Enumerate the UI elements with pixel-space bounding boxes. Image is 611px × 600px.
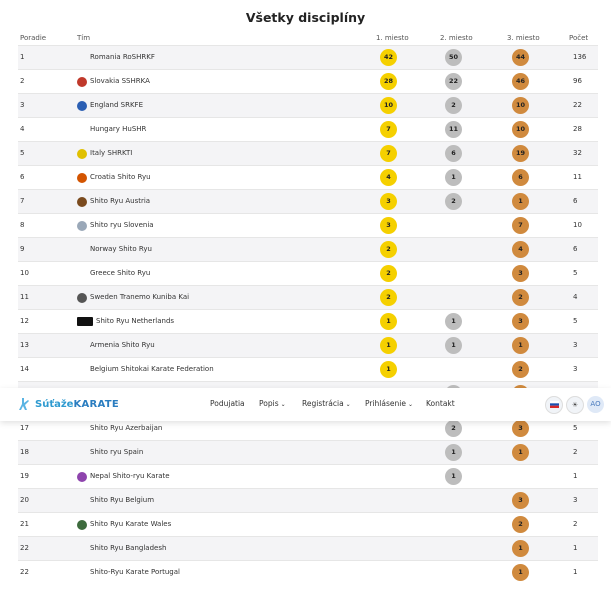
team-cell <box>77 310 174 333</box>
table-row <box>18 261 598 285</box>
rank-cell: 22 <box>20 568 29 576</box>
team-cell <box>77 214 154 237</box>
team-cell <box>77 190 150 213</box>
silver-medal-count: 2 <box>445 97 462 114</box>
team-name: Shito Ryu Netherlands <box>96 317 175 325</box>
gold-medal-count: 3 <box>380 193 397 210</box>
silver-medal-count: 2 <box>445 193 462 210</box>
silver-medal-count: 1 <box>445 337 462 354</box>
rank-cell: 18 <box>20 448 29 456</box>
header-first: 1. miesto <box>376 34 409 42</box>
gold-medal-count: 28 <box>380 73 397 90</box>
rank-cell: 10 <box>20 269 29 277</box>
bronze-medal-count: 10 <box>512 121 529 138</box>
table-row <box>18 464 598 488</box>
team-name: Shito Ryu Austria <box>90 197 151 205</box>
team-cell <box>77 262 150 285</box>
table-row <box>18 237 598 261</box>
total-cell: 22 <box>573 101 582 109</box>
team-flag-icon <box>77 448 87 458</box>
gold-medal-count: 1 <box>380 337 397 354</box>
rank-cell: 4 <box>20 125 25 133</box>
rank-cell: 13 <box>20 341 29 349</box>
bronze-medal-count: 3 <box>512 265 529 282</box>
header-team: Tím <box>77 34 91 42</box>
total-cell: 32 <box>573 149 582 157</box>
silver-medal-count: 1 <box>445 169 462 186</box>
team-cell <box>77 561 180 584</box>
gold-medal-count: 1 <box>380 313 397 330</box>
rank-cell: 11 <box>20 293 29 301</box>
rank-cell: 1 <box>20 53 25 61</box>
total-cell: 136 <box>573 53 587 61</box>
team-name: Sweden Tranemo Kuniba Kai <box>90 293 190 301</box>
team-cell <box>77 46 155 69</box>
chevron-down-icon: ⌄ <box>280 401 286 408</box>
team-cell <box>77 94 143 117</box>
table-body-top <box>18 45 598 405</box>
team-name: Shito Ryu Azerbaijan <box>90 424 163 432</box>
bronze-medal-count: 46 <box>512 73 529 90</box>
team-cell <box>77 286 189 309</box>
rank-cell: 2 <box>20 77 25 85</box>
table-row <box>18 93 598 117</box>
team-name: Shito Ryu Belgium <box>90 496 155 504</box>
team-cell <box>77 142 132 165</box>
silver-medal-count: 22 <box>445 73 462 90</box>
nav-item-popis[interactable] <box>259 399 286 408</box>
team-flag-icon <box>77 424 87 434</box>
bronze-medal-count: 2 <box>512 516 529 533</box>
team-flag-icon <box>77 520 87 530</box>
table-header <box>18 30 598 44</box>
nav-item-registracia[interactable] <box>302 399 351 408</box>
table-row <box>18 69 598 93</box>
total-cell: 4 <box>573 293 578 301</box>
table-row <box>18 117 598 141</box>
bronze-medal-count: 3 <box>512 313 529 330</box>
team-cell <box>77 489 154 512</box>
logo-text-part1: Súťaže <box>35 398 74 410</box>
team-flag-icon <box>77 544 87 554</box>
gold-medal-count: 2 <box>380 265 397 282</box>
total-cell: 5 <box>573 424 578 432</box>
gold-medal-count: 10 <box>380 97 397 114</box>
logo-text-part2: KARATE <box>73 398 120 410</box>
karate-figure-icon <box>18 397 32 411</box>
total-cell: 5 <box>573 317 578 325</box>
team-name: Slovakia SSHRKA <box>90 77 150 85</box>
team-name: Shito ryu Spain <box>90 448 144 456</box>
silver-medal-count: 50 <box>445 49 462 66</box>
team-cell <box>77 441 143 464</box>
team-flag-icon <box>77 365 87 375</box>
chevron-down-icon: ⌄ <box>407 401 413 408</box>
total-cell: 6 <box>573 245 578 253</box>
bronze-medal-count: 3 <box>512 492 529 509</box>
team-flag-icon <box>77 317 93 326</box>
silver-medal-count: 6 <box>445 145 462 162</box>
gold-medal-count: 1 <box>380 361 397 378</box>
table-row <box>18 285 598 309</box>
total-cell: 1 <box>573 568 578 576</box>
table-row <box>18 45 598 69</box>
nav-label: Registrácia <box>302 399 344 408</box>
team-cell <box>77 166 151 189</box>
rank-cell: 6 <box>20 173 25 181</box>
gold-medal-count: 7 <box>380 121 397 138</box>
total-cell: 5 <box>573 269 578 277</box>
nav-item-podujatia[interactable] <box>210 399 245 408</box>
total-cell: 96 <box>573 77 582 85</box>
table-body-bottom <box>18 416 598 584</box>
team-name: Croatia Shito Ryu <box>90 173 151 181</box>
total-cell: 3 <box>573 341 578 349</box>
team-name: Norway Shito Ryu <box>90 245 152 253</box>
team-flag-icon <box>77 125 87 135</box>
nav-item-prihlasenie[interactable] <box>365 399 413 408</box>
table-row <box>18 189 598 213</box>
gold-medal-count: 42 <box>380 49 397 66</box>
silver-medal-count: 1 <box>445 444 462 461</box>
total-cell: 1 <box>573 544 578 552</box>
team-name: Italy SHRKTI <box>90 149 133 157</box>
team-name: Shito ryu Slovenia <box>90 221 154 229</box>
total-cell: 2 <box>573 448 578 456</box>
total-cell: 1 <box>573 472 578 480</box>
language-flag-icon[interactable] <box>545 396 563 414</box>
bronze-medal-count: 6 <box>512 169 529 186</box>
team-flag-icon <box>77 173 87 183</box>
team-name: Greece Shito Ryu <box>90 269 151 277</box>
team-name: Shito-Ryu Karate Portugal <box>90 568 180 576</box>
site-logo[interactable] <box>18 397 119 411</box>
team-cell <box>77 118 146 141</box>
table-row <box>18 536 598 560</box>
rank-cell: 17 <box>20 424 29 432</box>
bronze-medal-count: 4 <box>512 241 529 258</box>
header-total: Počet <box>569 34 589 42</box>
team-flag-icon <box>77 77 87 87</box>
total-cell: 6 <box>573 197 578 205</box>
team-flag-icon <box>77 149 87 159</box>
total-cell: 2 <box>573 520 578 528</box>
table-row <box>18 213 598 237</box>
nav-label: Popis <box>259 399 279 408</box>
team-cell <box>77 465 170 488</box>
team-flag-icon <box>77 53 87 63</box>
bronze-medal-count: 3 <box>512 420 529 437</box>
total-cell: 10 <box>573 221 582 229</box>
team-flag-icon <box>77 245 87 255</box>
rank-cell: 12 <box>20 317 29 325</box>
bronze-medal-count: 1 <box>512 337 529 354</box>
gold-medal-count: 2 <box>380 289 397 306</box>
team-flag-icon <box>77 341 87 351</box>
sticky-navbar <box>0 388 611 421</box>
gold-medal-count: 3 <box>380 217 397 234</box>
silver-medal-count: 1 <box>445 468 462 485</box>
rank-cell: 5 <box>20 149 25 157</box>
rank-cell: 8 <box>20 221 25 229</box>
bronze-medal-count: 44 <box>512 49 529 66</box>
table-row <box>18 440 598 464</box>
rank-cell: 9 <box>20 245 25 253</box>
total-cell: 28 <box>573 125 582 133</box>
table-row <box>18 141 598 165</box>
total-cell: 11 <box>573 173 582 181</box>
silver-medal-count: 1 <box>445 313 462 330</box>
team-flag-icon <box>77 101 87 111</box>
table-row <box>18 357 598 381</box>
team-cell <box>77 334 155 357</box>
team-cell <box>77 358 214 381</box>
total-cell: 3 <box>573 365 578 373</box>
rank-cell: 22 <box>20 544 29 552</box>
rank-cell: 7 <box>20 197 25 205</box>
team-flag-icon <box>77 221 87 231</box>
team-name: Shito Ryu Karate Wales <box>90 520 172 528</box>
bronze-medal-count: 1 <box>512 564 529 581</box>
bronze-medal-count: 19 <box>512 145 529 162</box>
page-title: Všetky disciplíny <box>245 10 366 25</box>
silver-medal-count: 2 <box>445 420 462 437</box>
table-row <box>18 488 598 512</box>
team-flag-icon <box>77 472 87 482</box>
gold-medal-count: 2 <box>380 241 397 258</box>
table-row <box>18 333 598 357</box>
nav-label: Prihlásenie <box>365 399 406 408</box>
bronze-medal-count: 1 <box>512 540 529 557</box>
gold-medal-count: 7 <box>380 145 397 162</box>
rank-cell: 21 <box>20 520 29 528</box>
user-avatar[interactable]: AO <box>587 396 604 413</box>
table-row <box>18 560 598 584</box>
team-name: Romania RoSHRKF <box>90 53 155 61</box>
team-name: Shito Ryu Bangladesh <box>90 544 167 552</box>
bronze-medal-count: 7 <box>512 217 529 234</box>
header-second: 2. miesto <box>440 34 473 42</box>
header-rank: Poradie <box>20 34 47 42</box>
team-flag-icon <box>77 197 87 207</box>
theme-toggle-sun-icon[interactable]: ☀ <box>566 396 584 414</box>
rank-cell: 3 <box>20 101 25 109</box>
bronze-medal-count: 2 <box>512 289 529 306</box>
team-name: England SRKFE <box>90 101 143 109</box>
nav-label: Kontakt <box>426 399 455 408</box>
total-cell: 3 <box>573 496 578 504</box>
team-cell <box>77 238 152 261</box>
nav-label: Podujatia <box>210 399 245 408</box>
rank-cell: 14 <box>20 365 29 373</box>
team-name: Belgium Shitokai Karate Federation <box>90 365 214 373</box>
team-name: Nepal Shito-ryu Karate <box>90 472 170 480</box>
team-cell <box>77 513 171 536</box>
header-third: 3. miesto <box>507 34 540 42</box>
team-cell <box>77 70 150 93</box>
table-row <box>18 309 598 333</box>
team-flag-icon <box>77 293 87 303</box>
team-name: Armenia Shito Ryu <box>90 341 155 349</box>
team-flag-icon <box>77 269 87 279</box>
team-flag-icon <box>77 568 87 578</box>
bronze-medal-count: 10 <box>512 97 529 114</box>
nav-item-kontakt[interactable] <box>426 399 455 408</box>
table-row <box>18 512 598 536</box>
rank-cell: 20 <box>20 496 29 504</box>
team-flag-icon <box>77 496 87 506</box>
team-name: Hungary HuSHR <box>90 125 147 133</box>
bronze-medal-count: 1 <box>512 444 529 461</box>
bronze-medal-count: 2 <box>512 361 529 378</box>
rank-cell: 19 <box>20 472 29 480</box>
flag-svg <box>550 401 559 408</box>
chevron-down-icon: ⌄ <box>345 401 351 408</box>
bronze-medal-count: 1 <box>512 193 529 210</box>
team-cell <box>77 537 166 560</box>
gold-medal-count: 4 <box>380 169 397 186</box>
table-row <box>18 165 598 189</box>
silver-medal-count: 11 <box>445 121 462 138</box>
